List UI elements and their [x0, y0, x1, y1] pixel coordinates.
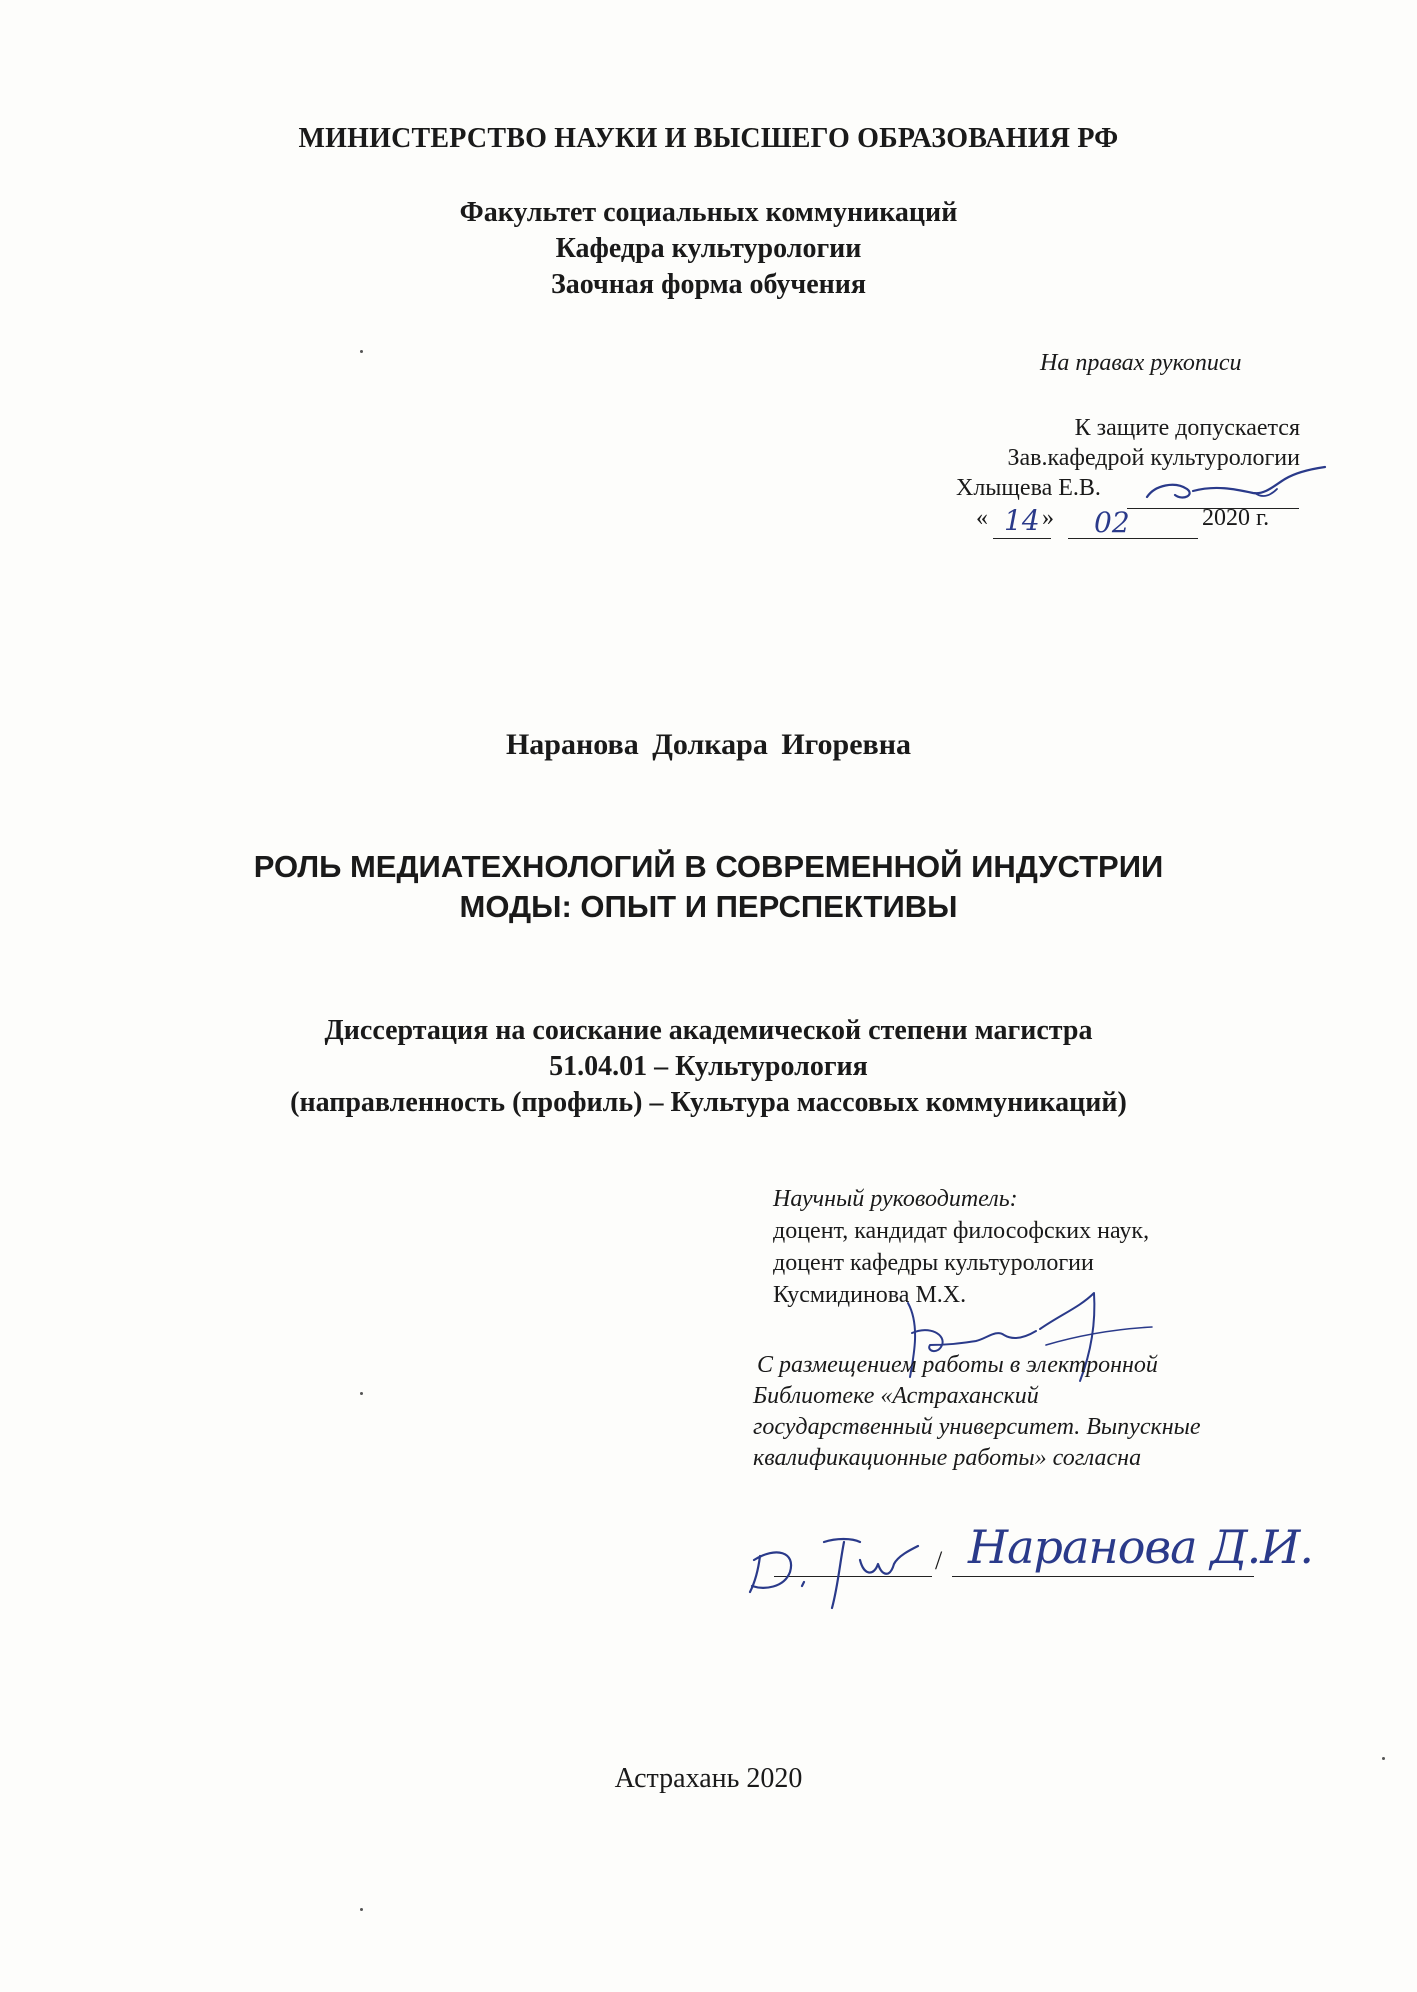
approval-line: К защите допускается: [1074, 415, 1300, 441]
date-open-quote: «: [976, 505, 988, 531]
consent-name-line: [952, 1576, 1254, 1577]
thesis-title-line-1: РОЛЬ МЕДИАТЕХНОЛОГИЙ В СОВРЕМЕННОЙ ИНДУСТРИИ: [253, 849, 1164, 884]
scan-speck: [360, 1908, 363, 1911]
degree-block: [0, 1013, 1417, 1121]
specialty-profile: (направленность (профиль) – Культура массовых коммуникаций): [290, 1087, 1127, 1118]
supervisor-label: Научный руководитель:: [773, 1186, 1018, 1212]
placement-line-4: квалификационные работы» согласна: [753, 1445, 1142, 1471]
thesis-title: [0, 847, 1417, 927]
approval-head-title: Зав.кафедрой культурологии: [1007, 445, 1300, 471]
approval-head-name: Хлыщева Е.В.: [956, 475, 1101, 501]
date-close-quote: »: [1042, 505, 1054, 531]
supervisor-name: Кусмидинова М.Х.: [773, 1282, 967, 1308]
department-name: Кафедра культурологии: [555, 233, 862, 264]
specialty-code: 51.04.01 – Культурология: [549, 1051, 868, 1082]
supervisor-department: доцент кафедры культурологии: [773, 1250, 1094, 1276]
ministry-heading: МИНИСТЕРСТВО НАУКИ И ВЫСШЕГО ОБРАЗОВАНИЯ РФ: [298, 123, 1119, 154]
city-year: Астрахань 2020: [614, 1763, 803, 1794]
scan-speck: [360, 1392, 363, 1395]
handwritten-day: 14: [1004, 504, 1040, 537]
approval-year: 2020 г.: [1202, 505, 1270, 531]
author-name: Наранова Долкара Игоревна: [505, 728, 912, 761]
signature-separator: /: [935, 1546, 943, 1575]
degree-line: Диссертация на соискание академической степени магистра: [324, 1015, 1093, 1046]
faculty-name: Факультет социальных коммуникаций: [459, 197, 958, 228]
date-month-line: [1068, 538, 1198, 539]
head-signature: [1135, 455, 1335, 515]
placement-line-2: Библиотеке «Астраханский: [753, 1383, 1039, 1409]
student-signature: [740, 1516, 943, 1612]
placement-line-3: государственный университет. Выпускные: [753, 1414, 1201, 1440]
placement-line-1: С размещением работы в электронной: [757, 1352, 1158, 1378]
thesis-title-line-2: МОДЫ: ОПЫТ И ПЕРСПЕКТИВЫ: [459, 889, 958, 924]
scan-speck: [1382, 1757, 1385, 1760]
date-day-line: [993, 538, 1051, 539]
placement-consent: [753, 1350, 1201, 1474]
student-handwritten-name: Наранова Д.И.: [968, 1520, 1313, 1574]
scan-speck: [360, 350, 363, 353]
study-form: Заочная форма обучения: [550, 269, 867, 300]
supervisor-position: доцент, кандидат философских наук,: [773, 1218, 1150, 1244]
handwritten-month: 02: [1094, 506, 1130, 539]
faculty-block: [0, 195, 1417, 303]
rights-note: На правах рукописи: [1040, 350, 1242, 376]
